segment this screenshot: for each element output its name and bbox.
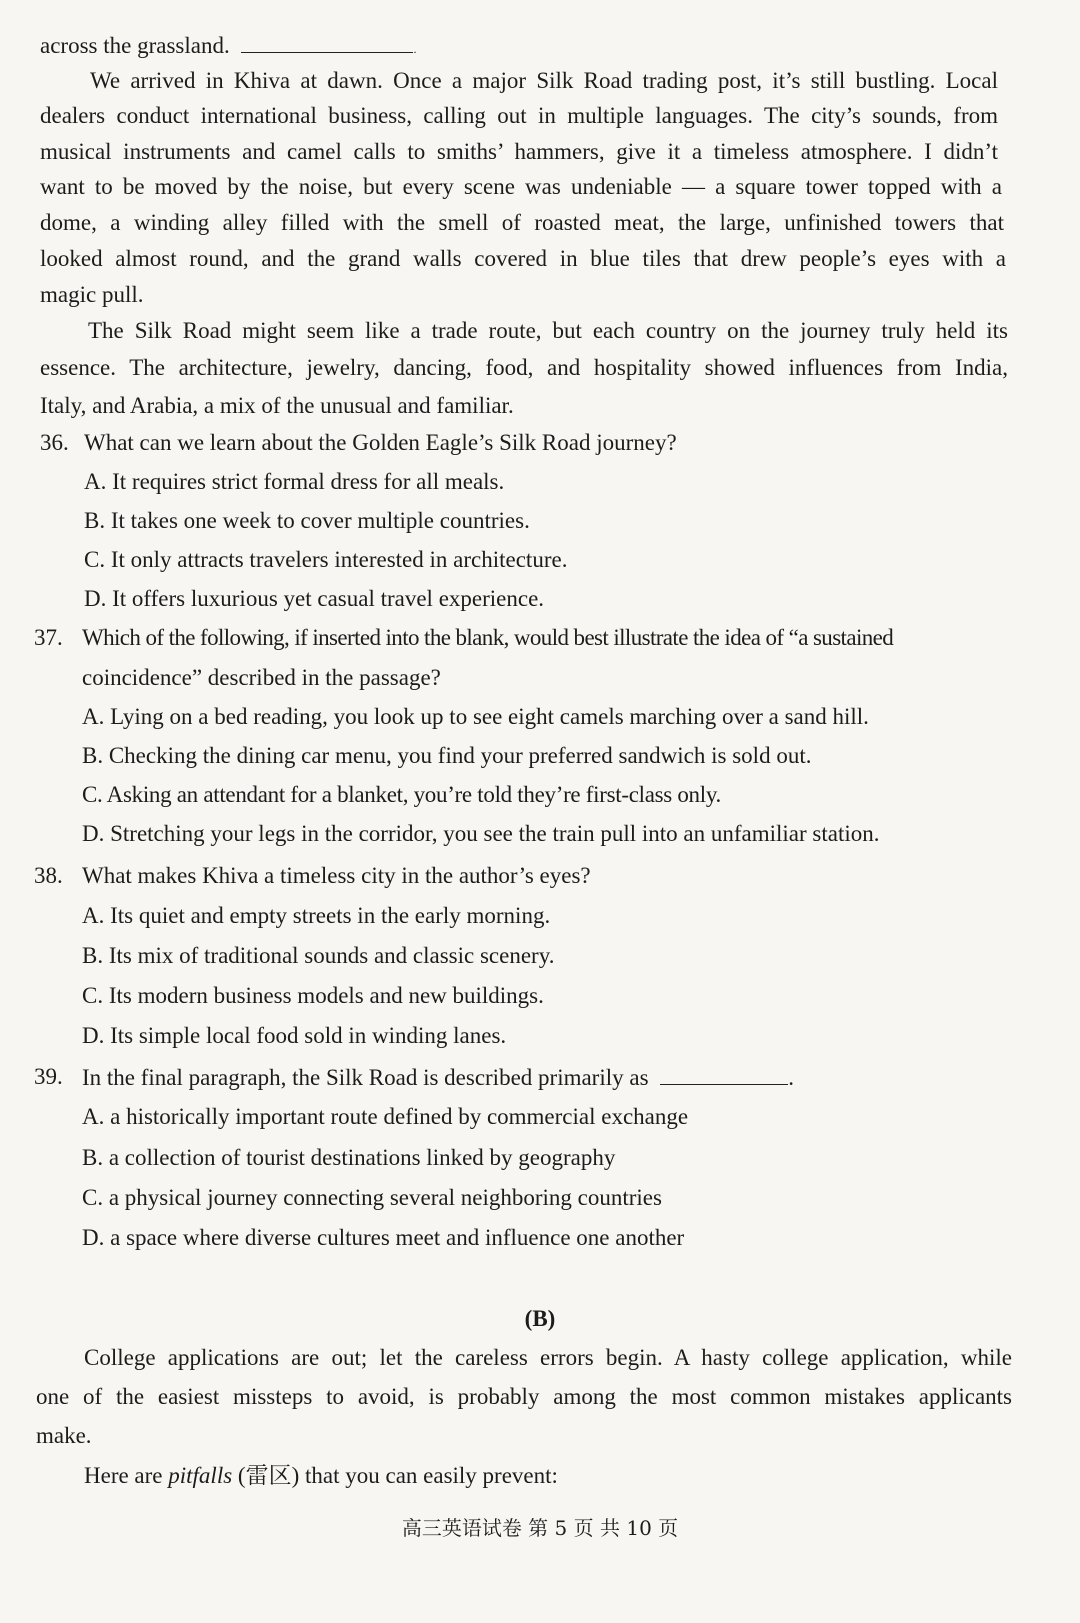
paragraph-b-line: College applications are out; let the careless errors begin. A hasty college application, while xyxy=(84,1345,1012,1370)
paragraph-b-line xyxy=(84,1461,558,1491)
paragraph-b-line: one of the easiest missteps to avoid, is probably among the most common mistakes applicants xyxy=(36,1384,1012,1409)
paragraph-khiva-line: magic pull. xyxy=(40,282,144,307)
question-number: 37. xyxy=(34,625,63,650)
question-number: 39. xyxy=(34,1064,63,1089)
question-stem: What makes Khiva a timeless city in the author’s eyes? xyxy=(82,863,591,888)
italic-term: pitfalls xyxy=(168,1463,233,1488)
answer-option[interactable]: B. Checking the dining car menu, you find your preferred sandwich is sold out. xyxy=(82,743,812,768)
passage-line xyxy=(40,30,416,64)
answer-option[interactable]: A. a historically important route defined by commercial exchange xyxy=(82,1104,689,1129)
paragraph-khiva-line: We arrived in Khiva at dawn. Once a major Silk Road trading post, it’s still bustling. Local xyxy=(90,68,998,93)
paragraph-silk-road-line: Italy, and Arabia, a mix of the unusual and familiar. xyxy=(40,393,514,418)
answer-option[interactable]: D. Its simple local food sold in winding lanes. xyxy=(82,1023,507,1048)
punctuation: . xyxy=(788,1065,795,1090)
question-stem: What can we learn about the Golden Eagle’s Silk Road journey? xyxy=(84,430,677,455)
answer-option[interactable]: D. Stretching your legs in the corridor, you see the train pull into an unfamiliar station. xyxy=(82,821,880,846)
answer-option[interactable]: D. It offers luxurious yet casual travel experience. xyxy=(84,586,545,611)
paragraph-b-line: make. xyxy=(36,1423,92,1448)
answer-option[interactable]: A. Lying on a bed reading, you look up to see eight camels marching over a sand hill. xyxy=(82,704,869,729)
answer-option[interactable]: A. Its quiet and empty streets in the early morning. xyxy=(82,903,551,928)
paragraph-khiva-line: dome, a winding alley filled with the smell of roasted meat, the large, unfinished towers that xyxy=(40,210,1004,235)
question-number: 38. xyxy=(34,863,63,888)
answer-option[interactable]: A. It requires strict formal dress for all meals. xyxy=(84,469,505,494)
answer-blank xyxy=(241,30,413,53)
question-number: 36. xyxy=(40,430,69,455)
passage-text: across the grassland. xyxy=(40,33,230,58)
paragraph-khiva-line: looked almost round, and the grand walls covered in blue tiles that drew people’s eyes with a xyxy=(40,246,1006,271)
answer-option[interactable]: B. It takes one week to cover multiple countries. xyxy=(84,508,530,533)
question-stem: coincidence” described in the passage? xyxy=(82,665,441,690)
answer-option[interactable]: C. Asking an attendant for a blanket, you’re told they’re first-class only. xyxy=(82,782,721,807)
paragraph-khiva-line: musical instruments and camel calls to smiths’ hammers, give it a timeless atmosphere. I didn’t xyxy=(40,139,998,164)
answer-blank xyxy=(660,1062,788,1085)
answer-option[interactable]: B. Its mix of traditional sounds and classic scenery. xyxy=(82,943,555,968)
answer-option[interactable]: C. It only attracts travelers interested in architecture. xyxy=(84,547,568,572)
question-stem xyxy=(82,1062,794,1093)
paragraph-khiva-line: dealers conduct international business, calling out in multiple languages. The city’s sounds, from xyxy=(40,103,998,128)
answer-option[interactable]: D. a space where diverse cultures meet and influence one another xyxy=(82,1225,685,1250)
page-footer: 高三英语试卷 第 5 页 共 10 页 xyxy=(401,1516,679,1540)
answer-option[interactable]: B. a collection of tourist destinations linked by geography xyxy=(82,1145,616,1170)
question-stem: Which of the following, if inserted into the blank, would best illustrate the idea of “a sustained xyxy=(82,625,894,650)
question-stem-text: In the final paragraph, the Silk Road is described primarily as xyxy=(82,1065,649,1090)
answer-option[interactable]: C. a physical journey connecting several neighboring countries xyxy=(82,1185,662,1210)
paragraph-silk-road-line: The Silk Road might seem like a trade route, but each country on the journey truly held its xyxy=(88,318,1008,343)
text-segment: Here are xyxy=(84,1463,163,1488)
answer-option[interactable]: C. Its modern business models and new buildings. xyxy=(82,983,544,1008)
section-heading: (B) xyxy=(524,1306,556,1331)
paragraph-khiva-line: want to be moved by the noise, but every scene was undeniable — a square tower topped with a xyxy=(40,174,1002,199)
paragraph-silk-road-line: essence. The architecture, jewelry, dancing, food, and hospitality showed influences from India, xyxy=(40,355,1008,380)
punctuation: . xyxy=(413,42,417,56)
text-segment: (雷区) that you can easily prevent: xyxy=(237,1463,558,1488)
